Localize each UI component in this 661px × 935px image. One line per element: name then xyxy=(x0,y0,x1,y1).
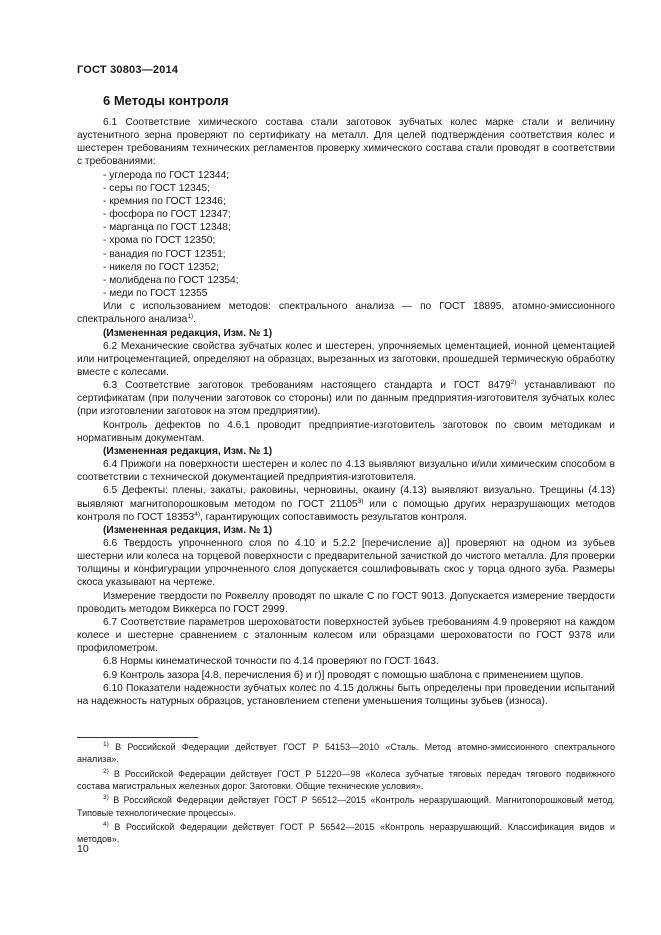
list-item: - фосфора по ГОСТ 12347; xyxy=(103,209,231,221)
p65-text-a: 6.5 Дефекты: плены, закаты, раковины, черновины, окаину (4.13) выявляют визуально. Трещины (4.13) выявляют магнитопорошковым методом по ГОСТ 21105 xyxy=(77,485,615,510)
amendment-note: (Измененная редакция, Изм. № 1) xyxy=(103,327,273,339)
methods-end: . xyxy=(193,314,196,326)
paragraph-methods xyxy=(77,300,615,326)
footnote-ref[interactable]: 3) xyxy=(357,497,364,505)
paragraph-6-6-hardness: Измерение твердости по Роквеллу проводят по шкале С по ГОСТ 9013. Допускается измерение твердости проводить методом Виккерса по ГОСТ 2999. xyxy=(77,590,615,615)
p65-text-b: или с помощью других неразрушающих методов контроля по ГОСТ 18353 xyxy=(77,498,615,523)
paragraph-6-3 xyxy=(77,379,615,418)
footnote-text: В Российской Федерации действует ГОСТ Р 56542—2015 «Контроль неразрушающий. Классификация видов и методов». xyxy=(77,822,615,845)
methods-text: Или с использованием методов: спектрального анализа — по ГОСТ 18895, атомно-эмиссионного спектрального анализа xyxy=(77,301,615,326)
list-item: - никеля по ГОСТ 12352; xyxy=(103,261,219,273)
paragraph-6-6: 6.6 Твердость упрочненного слоя по 4.10 и 5.2.2 [перечисление а)] проверяют на одном из зубьев шестерни или колеса на торцевой поверхности с предварительной зачисткой до чистого металла. Для проверки толщины и конфигурации упрочненного слоя допускается сошлифовывать скос у торца одного зуба. Размеры скоса указывают на чертеже. xyxy=(77,538,615,589)
footnote xyxy=(77,821,615,845)
document-body xyxy=(77,116,615,708)
footnote-mark: 1) xyxy=(103,741,109,748)
section-title: 6 Методы контроля xyxy=(103,93,229,108)
list-item: - молибдена по ГОСТ 12354; xyxy=(103,274,239,286)
paragraph-6-5 xyxy=(77,484,615,523)
footnote xyxy=(77,768,615,792)
footnote-mark: 2) xyxy=(103,767,109,775)
list-item: - хрома по ГОСТ 12350; xyxy=(103,235,216,247)
paragraph-6-8: 6.8 Нормы кинематической точности по 4.14 проверяют по ГОСТ 1643. xyxy=(103,656,439,668)
document-header: ГОСТ 30803—2014 xyxy=(77,64,179,76)
footnote xyxy=(77,741,615,765)
footnote-mark: 3) xyxy=(103,794,109,802)
footnote-ref[interactable]: 4) xyxy=(194,510,200,518)
footnote-ref[interactable]: 1) xyxy=(187,313,194,321)
footnote-text: В Российской Федерации действует ГОСТ Р 56512—2015 «Контроль неразрушающий. Магнитопорошковый метод. Типовые технологические процессы». xyxy=(77,795,615,818)
footnote-ref[interactable]: 2) xyxy=(510,379,517,387)
list-item: - ванадия по ГОСТ 12351; xyxy=(103,248,226,260)
list-item: - серы по ГОСТ 12345; xyxy=(103,182,210,194)
footnote-mark: 4) xyxy=(103,821,109,829)
list-item: - углерода по ГОСТ 12344; xyxy=(103,169,230,181)
paragraph-6-1: 6.1 Соответствие химического состава стали заготовок зубчатых колес марке стали и величину аустенитного зерна проверяют по сертификату на металл. Для целей подтверждения соответствия колес и шестерен требованиям технических регламентов проверку химического состава стали проводят в соответствии с требованиями: xyxy=(77,117,615,168)
page-number: 10 xyxy=(77,843,89,855)
footnote xyxy=(77,794,615,818)
list-item: - кремния по ГОСТ 12346; xyxy=(103,195,226,207)
amendment-note: (Измененная редакция, Изм. № 1) xyxy=(103,524,273,536)
paragraph-6-3-defects: Контроль дефектов по 4.6.1 проводит предприятие-изготовитель заготовок по своим методикам и нормативным документам. xyxy=(77,419,615,444)
list-item: - меди по ГОСТ 12355 xyxy=(103,288,208,300)
footnote-divider xyxy=(77,737,198,738)
footnote-text: В Российской Федерации действует ГОСТ Р 54153—2010 «Сталь. Метод атомно-эмиссионного спектрального анализа». xyxy=(77,742,615,765)
paragraph-6-10: 6.10 Показатели надежности зубчатых колес по 4.15 должны быть определены при проведении испытаний на надежность натурных образцов, установлением степени уменьшения толщины зубьев (износа). xyxy=(77,682,615,707)
amendment-note: (Измененная редакция, Изм. № 1) xyxy=(103,445,273,457)
p63-text-a: 6.3 Соответствие заготовок требованиям настоящего стандарта и ГОСТ 8479 xyxy=(103,380,511,392)
paragraph-6-2: 6.2 Механические свойства зубчатых колес и шестерен, упрочняемых цементацией, ионной цементацией или нитроцементацией, определяют на образцах, вырезанных из заготовки, прошедшей термическую обработку вместе с колесами. xyxy=(77,340,615,378)
footnote-text: В Российской Федерации действует ГОСТ Р 51220—98 «Колеса зубчатые тяговых передач тягового подвижного состава магистральных железных дорог. Заготовки. Общие технические условия». xyxy=(77,768,615,791)
paragraph-6-7: 6.7 Соответствие параметров шероховатости поверхностей зубьев требованиям 4.9 проверяют на каждом колесе и шестерне сравнением с эталонным колесом или образцами шероховатости по ГОСТ 9378 или профилометром. xyxy=(77,616,615,655)
p63-text-b: устанавливают по сертификатам (при получении заготовок со стороны) или по данным предприятия-изготовителя зубчатых колес (при изготовлении заготовок на этом предприятии). xyxy=(77,380,615,418)
p65-text-c: , гарантирующих сопоставимость результатов контроля. xyxy=(200,511,467,523)
paragraph-6-4: 6.4 Прижоги на поверхности шестерен и колес по 4.13 выявляют визуально и/или химическим способом в соответствии с технической документацией предприятия-изготовителя. xyxy=(77,459,615,484)
list-item: - марганца по ГОСТ 12348; xyxy=(103,222,231,234)
paragraph-6-9: 6.9 Контроль зазора [4.8, перечисления б) и г)] проводят с помощью шаблона с применением щупов. xyxy=(103,669,584,681)
footnotes xyxy=(77,741,615,848)
